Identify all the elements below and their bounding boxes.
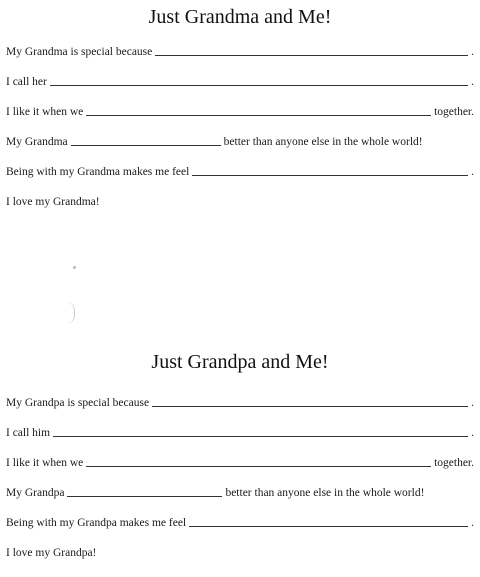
grandpa-line-love	[6, 543, 474, 559]
grandma-line6: I love my Grandma!	[6, 196, 100, 208]
grandpa-line-call	[6, 423, 474, 439]
grandpa-line-better	[6, 483, 474, 499]
grandma-line-better	[6, 132, 474, 148]
grandpa-title: Just Grandpa and Me!	[151, 351, 329, 373]
scan-speck	[73, 266, 76, 269]
grandpa-line4-prefix: My Grandpa	[6, 487, 65, 499]
grandpa-line-together	[6, 453, 474, 469]
grandpa-line3-end: together.	[434, 457, 474, 469]
grandma-line-love	[6, 192, 474, 208]
grandpa-line4-suffix: better than anyone else in the whole world!	[225, 487, 425, 499]
grandpa-line3-prefix: I like it when we	[6, 457, 84, 469]
grandma-line4-suffix: better than anyone else in the whole world!	[223, 136, 423, 148]
grandpa-feel-blank[interactable]	[189, 515, 468, 527]
grandma-line-call	[6, 72, 474, 88]
grandpa-line-feel	[6, 513, 474, 529]
grandma-title: Just Grandma and Me!	[148, 6, 332, 28]
grandma-line1-end: .	[471, 46, 474, 58]
grandma-better-blank[interactable]	[71, 134, 221, 146]
grandma-line3-prefix: I like it when we	[6, 106, 84, 118]
grandpa-line1-end: .	[471, 397, 474, 409]
grandma-line-special	[6, 42, 474, 58]
grandma-together-blank[interactable]	[86, 104, 431, 116]
grandma-line2-prefix: I call her	[6, 76, 47, 88]
grandpa-line-special	[6, 393, 474, 409]
grandpa-line6: I love my Grandpa!	[6, 547, 97, 559]
grandma-line2-end: .	[471, 76, 474, 88]
grandma-feel-blank[interactable]	[192, 164, 468, 176]
grandpa-line1-prefix: My Grandpa is special because	[6, 397, 150, 409]
grandpa-call-blank[interactable]	[53, 425, 468, 437]
grandma-line-feel	[6, 162, 474, 178]
grandpa-better-blank[interactable]	[67, 485, 222, 497]
scan-mark	[66, 302, 75, 324]
grandma-call-blank[interactable]	[50, 74, 468, 86]
grandpa-line5-prefix: Being with my Grandpa makes me feel	[6, 517, 187, 529]
grandma-line5-end: .	[471, 166, 474, 178]
grandma-special-blank[interactable]	[155, 44, 468, 56]
grandma-line4-prefix: My Grandma	[6, 136, 68, 148]
grandpa-line5-end: .	[471, 517, 474, 529]
grandma-line1-prefix: My Grandma is special because	[6, 46, 153, 58]
grandma-line-together	[6, 102, 474, 118]
grandpa-together-blank[interactable]	[86, 455, 431, 467]
grandpa-line2-end: .	[471, 427, 474, 439]
grandma-line3-end: together.	[434, 106, 474, 118]
grandpa-special-blank[interactable]	[152, 395, 468, 407]
grandma-line5-prefix: Being with my Grandma makes me feel	[6, 166, 190, 178]
grandpa-line2-prefix: I call him	[6, 427, 51, 439]
